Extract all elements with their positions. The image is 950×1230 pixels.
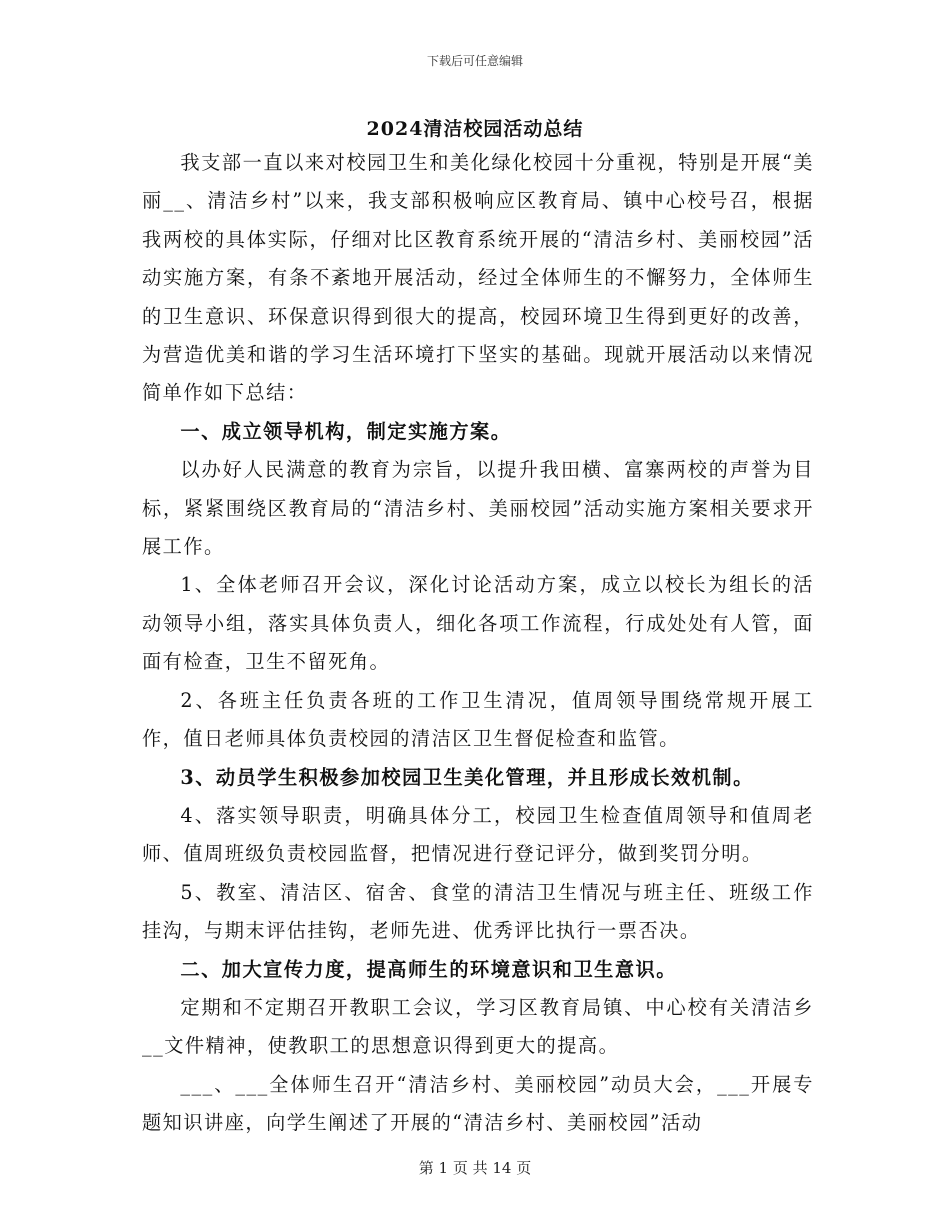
document-body xyxy=(142,144,814,1143)
section-heading: 一、成立领导机构，制定实施方案。 xyxy=(180,419,512,443)
paragraph: 2、各班主任负责各班的工作卫生清况，值周领导围绕常规开展工作，值日老师具体负责校园的清洁区卫生督促检查和监管。 xyxy=(142,688,814,751)
paragraph: 我支部一直以来对校园卫生和美化绿化校园十分重视，特别是开展“美丽__、清洁乡村”以来，我支部积极响应区教育局、镇中心校号召，根据我两校的具体实际，仔细对比区教育系统开展的“清洁乡村、美丽校园”活动实施方案，有条不紊地开展活动，经过全体师生的不懈努力，全体师生的卫生意识、环保意识得到很大的提高，校园环境卫生得到更好的改善，为营造优美和谐的学习生活环境打下坚实的基础。现就开展活动以来情况简单作如下总结： xyxy=(142,151,814,405)
page-footer: 第 1 页 共 14 页 xyxy=(418,1159,532,1177)
paragraph: 定期和不定期召开教职工会议，学习区教育局镇、中心校有关清洁乡__文件精神，使教职工的思想意识得到更大的提高。 xyxy=(142,995,814,1058)
section-heading: 二、加大宣传力度，提高师生的环境意识和卫生意识。 xyxy=(180,957,677,981)
paragraph: ___、___全体师生召开“清洁乡村、美丽校园”动员大会，___开展专题知识讲座，向学生阐述了开展的“清洁乡村、美丽校园”活动 xyxy=(142,1072,814,1135)
paragraph: 4、落实领导职责，明确具体分工，校园卫生检查值周领导和值周老师、值周班级负责校园监督，把情况进行登记评分，做到奖罚分明。 xyxy=(142,803,814,866)
paragraph: 1、全体老师召开会议，深化讨论活动方案，成立以校长为组长的活动领导小组，落实具体负责人，细化各项工作流程，行成处处有人管，面面有检查，卫生不留死角。 xyxy=(142,573,814,674)
paragraph: 5、教室、清洁区、宿舍、食堂的清洁卫生情况与班主任、班级工作挂沟，与期末评估挂钩，老师先进、优秀评比执行一票否决。 xyxy=(142,880,814,943)
page-header: 下载后可任意编辑 xyxy=(426,54,523,68)
section-heading: 3、动员学生积极参加校园卫生美化管理，并且形成长效机制。 xyxy=(180,765,754,789)
document-title: 2024清洁校园活动总结 xyxy=(366,118,584,140)
paragraph: 以办好人民满意的教育为宗旨，以提升我田横、富寨两校的声誉为目标，紧紧围绕区教育局的“清洁乡村、美丽校园”活动实施方案相关要求开展工作。 xyxy=(142,458,814,559)
